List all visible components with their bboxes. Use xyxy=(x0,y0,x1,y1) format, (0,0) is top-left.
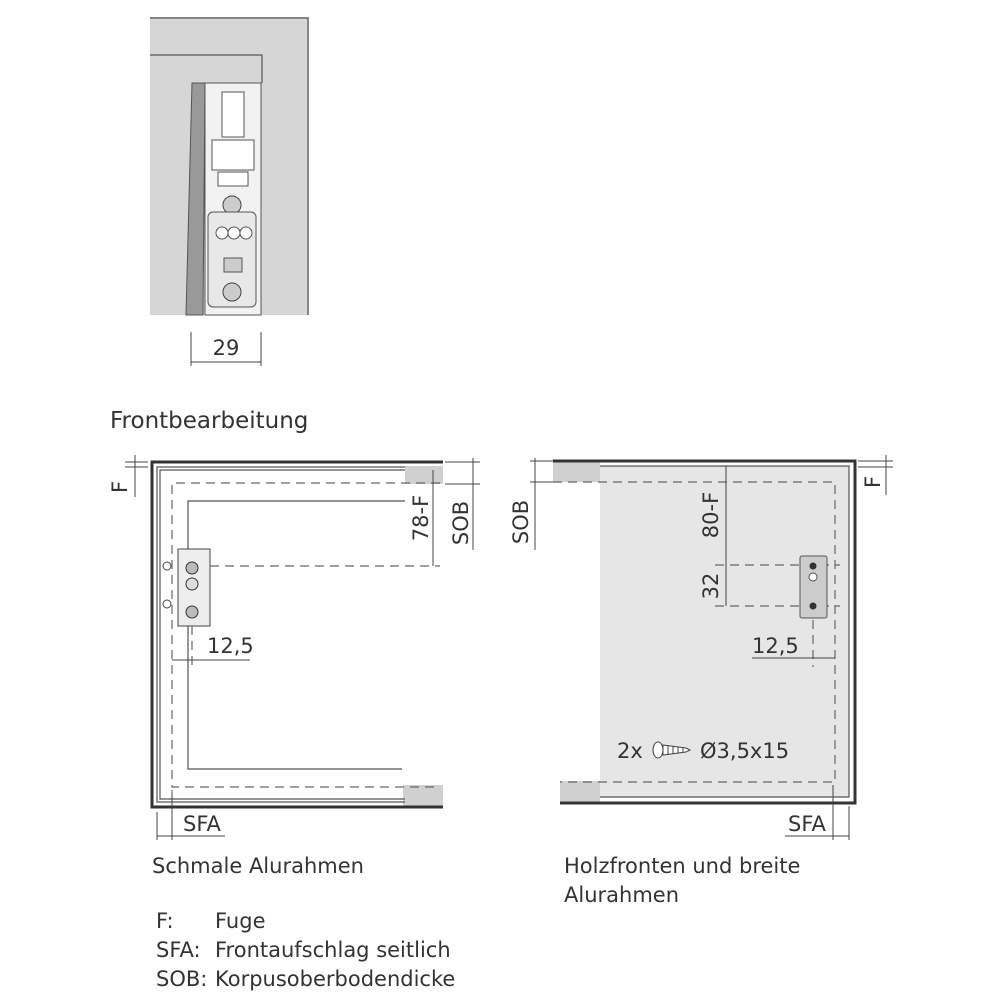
right-caption-line1: Holzfronten und breite xyxy=(564,854,801,878)
legend-value: Frontaufschlag seitlich xyxy=(215,938,451,962)
left-dimension-12-5: 12,5 xyxy=(207,634,254,658)
screw-count: 2x xyxy=(617,739,643,763)
left-dimension-f: F xyxy=(108,480,132,494)
right-caption-line2: Alurahmen xyxy=(564,883,680,907)
right-diagram-wood-front xyxy=(509,455,893,907)
hinge-bracket xyxy=(163,549,210,626)
left-dimension-sfa: SFA xyxy=(183,812,221,836)
left-caption: Schmale Alurahmen xyxy=(152,854,364,878)
screw-spec: Ø3,5x15 xyxy=(700,739,790,763)
right-dimension-f: F xyxy=(861,475,885,489)
top-hinge-view xyxy=(150,17,309,315)
legend xyxy=(156,909,455,991)
left-dimension-sob: SOB xyxy=(449,500,473,546)
dimension-29 xyxy=(191,332,261,366)
right-dimension-80-f: 80-F xyxy=(699,491,723,539)
left-dimension-78-f: 78-F xyxy=(409,494,433,542)
right-dimension-sfa: SFA xyxy=(788,812,826,836)
right-dimension-12-5: 12,5 xyxy=(752,634,799,658)
mounting-plate xyxy=(800,556,827,618)
legend-value: Korpusoberbodendicke xyxy=(215,967,456,991)
right-dimension-sob: SOB xyxy=(509,499,533,545)
left-diagram-narrow-frame xyxy=(108,455,480,878)
legend-value: Fuge xyxy=(215,909,266,933)
dimension-29-label: 29 xyxy=(212,336,240,360)
legend-key: SOB: xyxy=(156,967,208,991)
legend-key: F: xyxy=(156,909,174,933)
legend-key: SFA: xyxy=(156,938,201,962)
right-dimension-32: 32 xyxy=(699,572,723,600)
section-title: Frontbearbeitung xyxy=(110,408,309,434)
